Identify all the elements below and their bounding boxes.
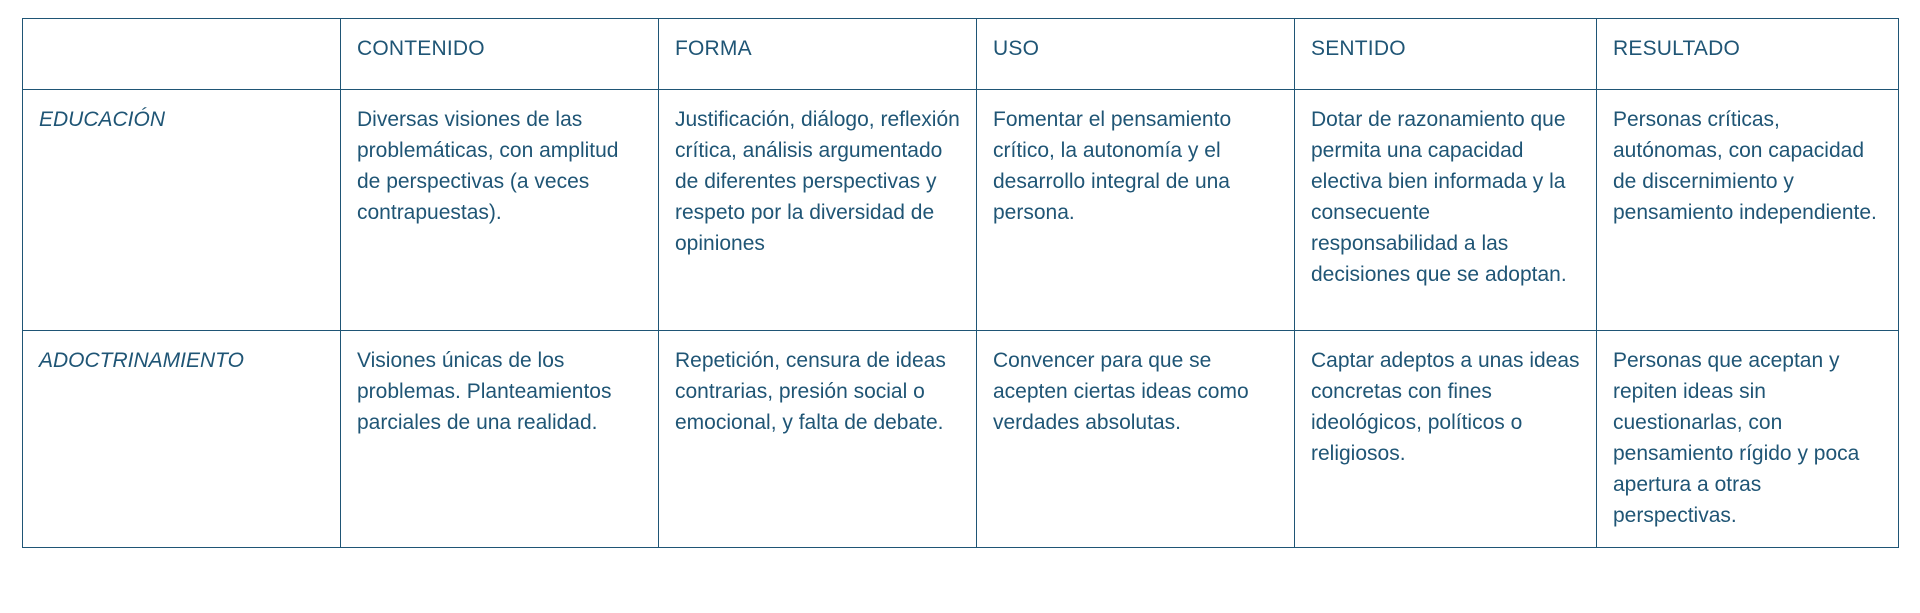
table-cell [977,90,1295,331]
column-header-label: RESULTADO [1613,37,1741,60]
cell-text: Repetición, censura de ideas contrarias, presión social o emocional, y falta de debate. [675,349,946,434]
column-header-label: CONTENIDO [357,37,485,60]
row-header-educacion-cell [23,90,341,331]
table-cell [1295,90,1597,331]
cell-text: Fomentar el pensamiento crítico, la autonomía y el desarrollo integral de una persona. [993,108,1232,224]
table-cell [977,331,1295,548]
column-header-label: SENTIDO [1311,37,1406,60]
table-corner-cell [23,19,341,90]
table-cell [341,331,659,548]
column-header-resultado-cell [1597,19,1899,90]
cell-text: Convencer para que se acepten ciertas ideas como verdades absolutas. [993,349,1249,434]
table-header-row [23,19,1899,90]
comparison-table [22,18,1899,548]
cell-text: Visiones únicas de los problemas. Planteamientos parciales de una realidad. [357,349,612,434]
column-header-uso-cell [977,19,1295,90]
row-header-adoctrinamiento-cell [23,331,341,548]
table-row [23,90,1899,331]
row-header-label: EDUCACIÓN [39,108,166,131]
cell-text: Justificación, diálogo, reflexión crítica, análisis argumentado de diferentes perspectivas y respeto por la diversidad de opiniones [675,108,960,255]
row-header-label: ADOCTRINAMIENTO [39,349,244,372]
column-header-label: USO [993,37,1040,60]
cell-text: Personas críticas, autónomas, con capacidad de discernimiento y pensamiento independiente. [1613,108,1877,224]
column-header-sentido-cell [1295,19,1597,90]
table-cell [1597,90,1899,331]
table-cell [1295,331,1597,548]
cell-text: Diversas visiones de las problemáticas, con amplitud de perspectivas (a veces contrapuestas). [357,108,619,224]
table-cell [341,90,659,331]
cell-text: Captar adeptos a unas ideas concretas con fines ideológicos, políticos o religiosos. [1311,349,1580,465]
column-header-forma-cell [659,19,977,90]
table-row [23,331,1899,548]
table-cell [659,90,977,331]
column-header-label: FORMA [675,37,752,60]
cell-text: Personas que aceptan y repiten ideas sin cuestionarlas, con pensamiento rígido y poca apertura a otras perspectivas. [1613,349,1860,527]
cell-text: Dotar de razonamiento que permita una capacidad electiva bien informada y la consecuente responsabilidad a las decisiones que se adoptan. [1311,108,1567,286]
table-cell [659,331,977,548]
table-cell [1597,331,1899,548]
column-header-contenido-cell [341,19,659,90]
